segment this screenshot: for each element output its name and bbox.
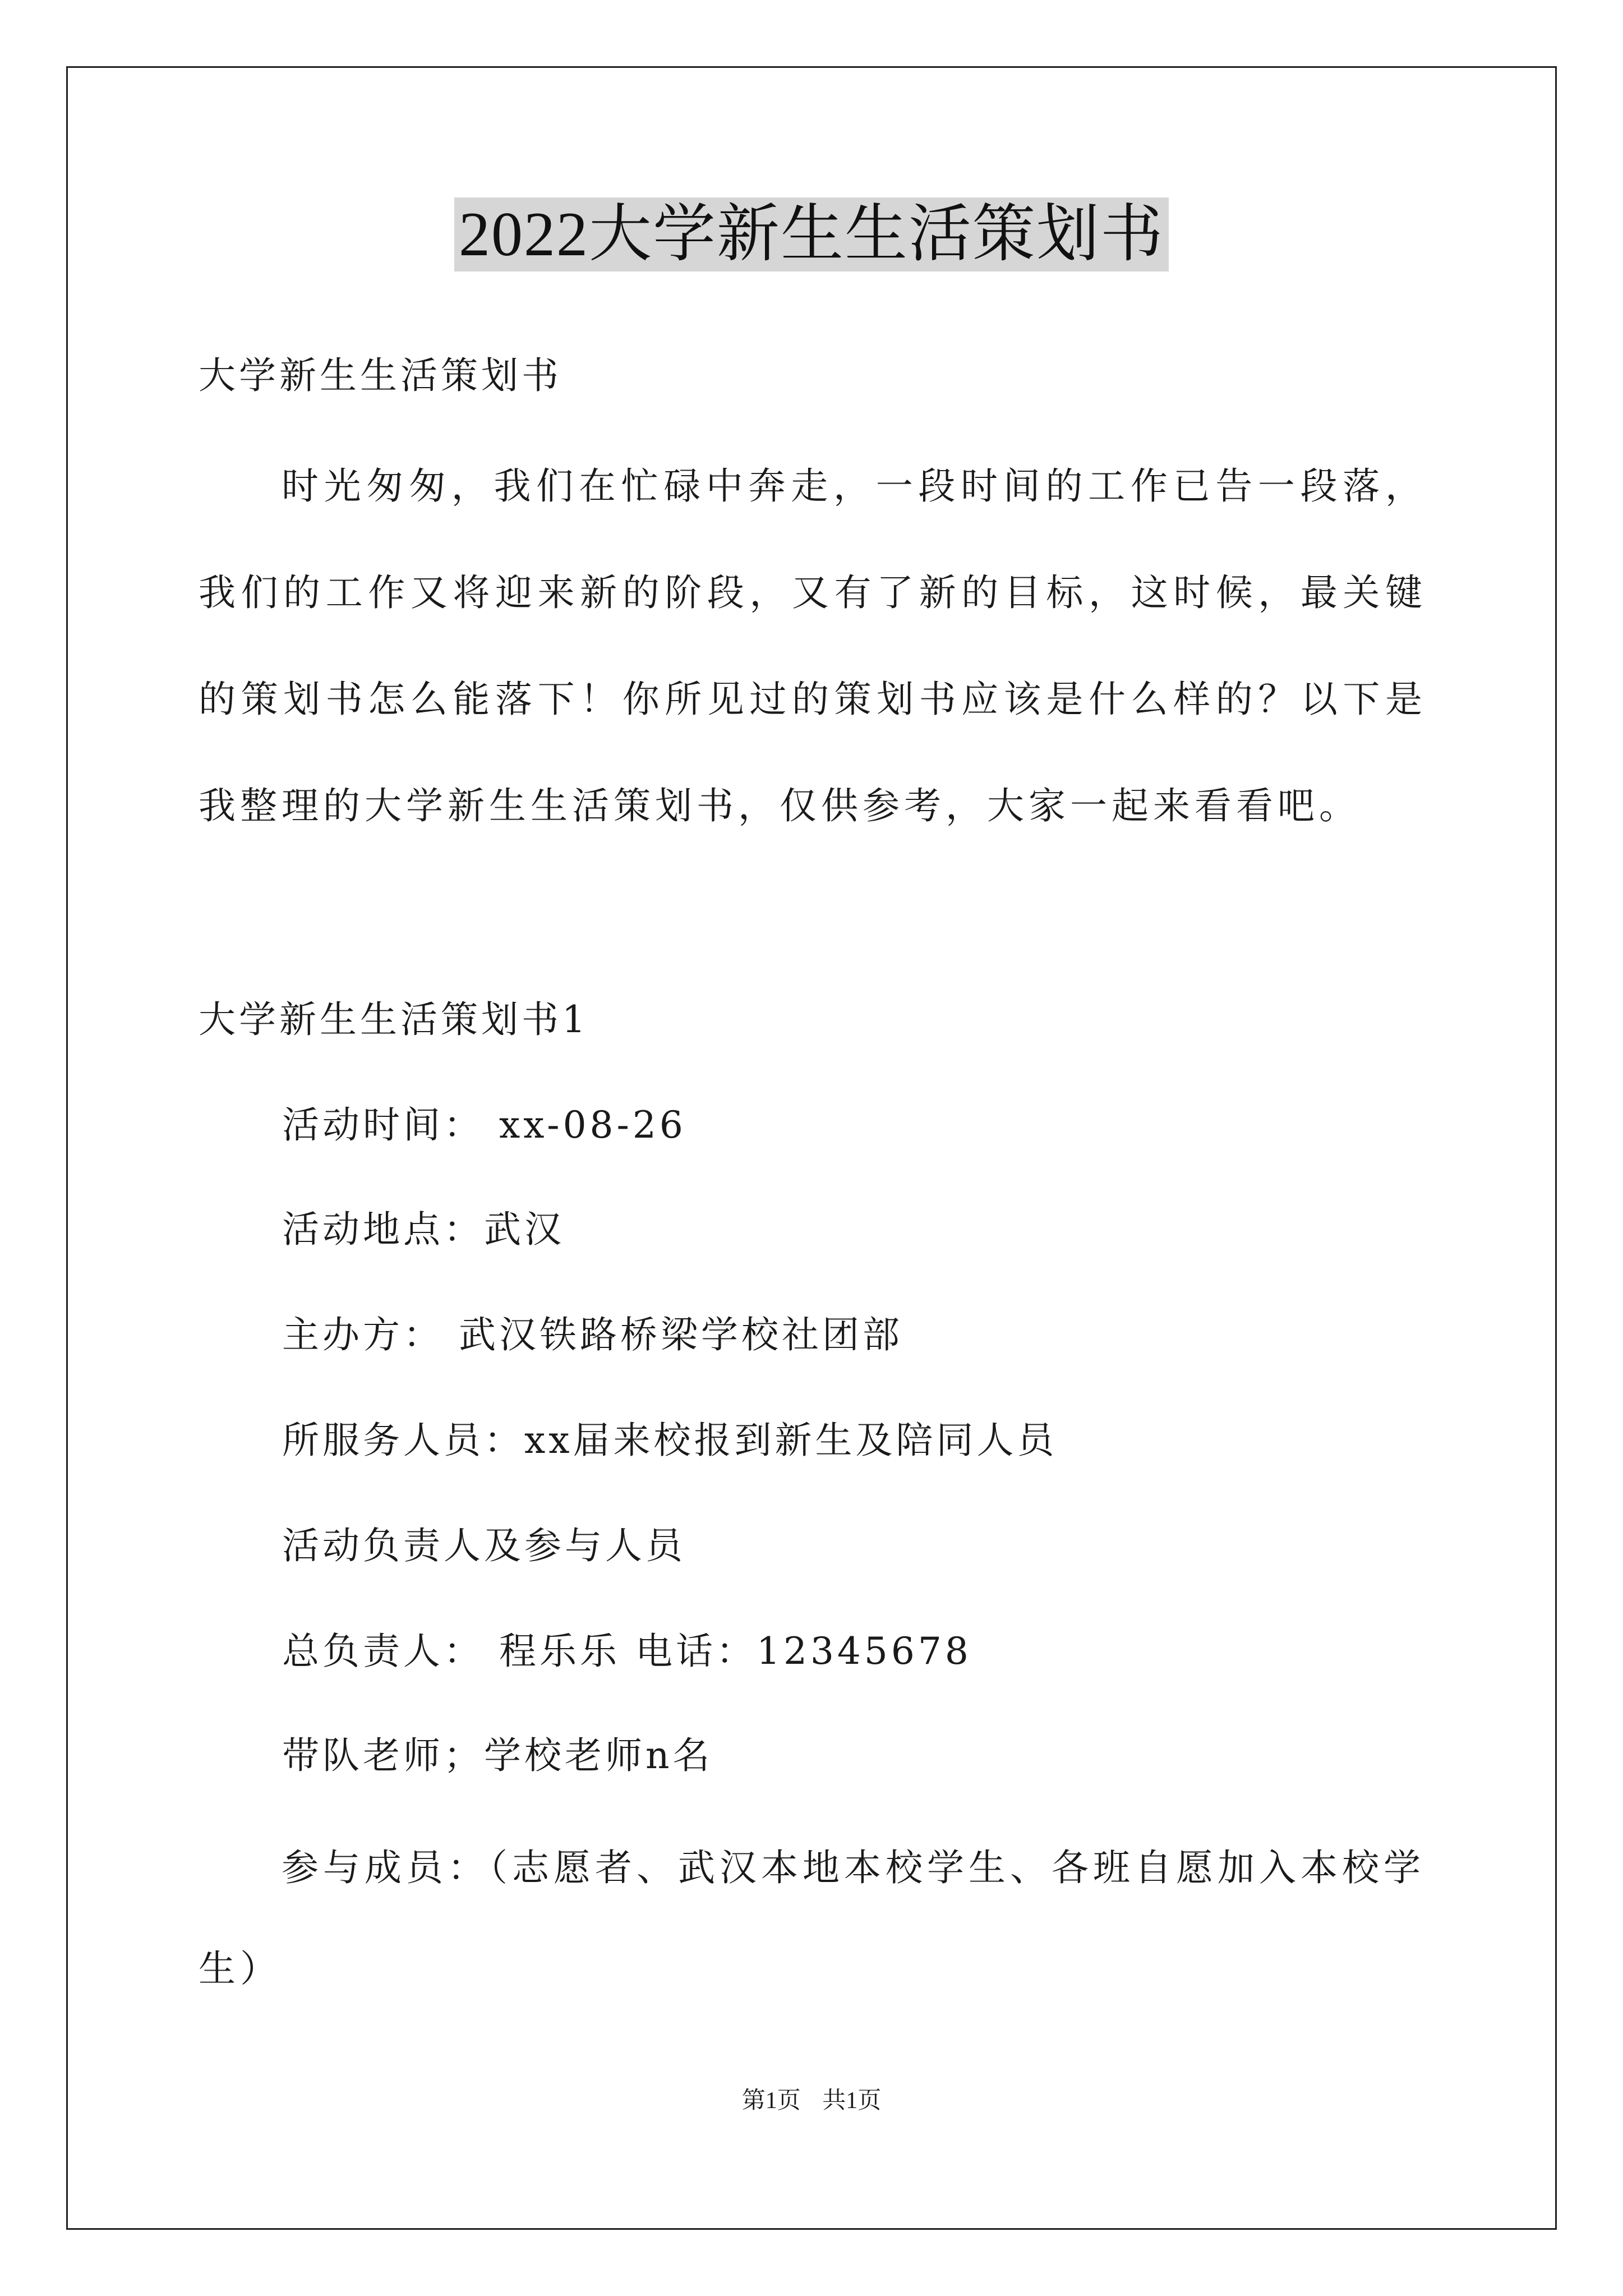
chief-contact: 总负责人： 程乐乐 电话：12345678	[282, 1630, 972, 1673]
page-current: 第1页	[741, 2088, 801, 2114]
activity-place: 活动地点：武汉	[282, 1208, 565, 1251]
title-container	[0, 197, 1623, 272]
intro-paragraph: 时光匆匆，我们在忙碌中奔走，一段时间的工作已告一段落，我们的工作又将迎来新的阶段，又有了新的目标，这时候，最关键的策划书怎么能落下！你所见过的策划书应该是什么样的？以下是我整理的大学新生生活策划书，仅供参考，大家一起来看看吧。	[199, 464, 1427, 827]
responsible-and-participants: 活动负责人及参与人员	[282, 1524, 686, 1567]
teachers: 带队老师；学校老师n名	[282, 1734, 713, 1777]
activity-time: 活动时间： xx-08-26	[282, 1103, 686, 1147]
document-title: 2022大学新生生活策划书	[454, 197, 1169, 272]
section-heading: 大学新生生活策划书1	[199, 998, 589, 1041]
page-footer	[0, 2087, 1623, 2115]
page-total: 共1页	[822, 2088, 882, 2114]
document-heading: 大学新生生活策划书	[199, 354, 562, 397]
organizer: 主办方： 武汉铁路桥梁学校社团部	[282, 1313, 903, 1356]
participants: 参与成员：（志愿者、武汉本地本校学生、各班自愿加入本校学生）	[199, 1846, 1425, 1990]
served-people: 所服务人员：xx届来校报到新生及陪同人员	[282, 1419, 1058, 1462]
